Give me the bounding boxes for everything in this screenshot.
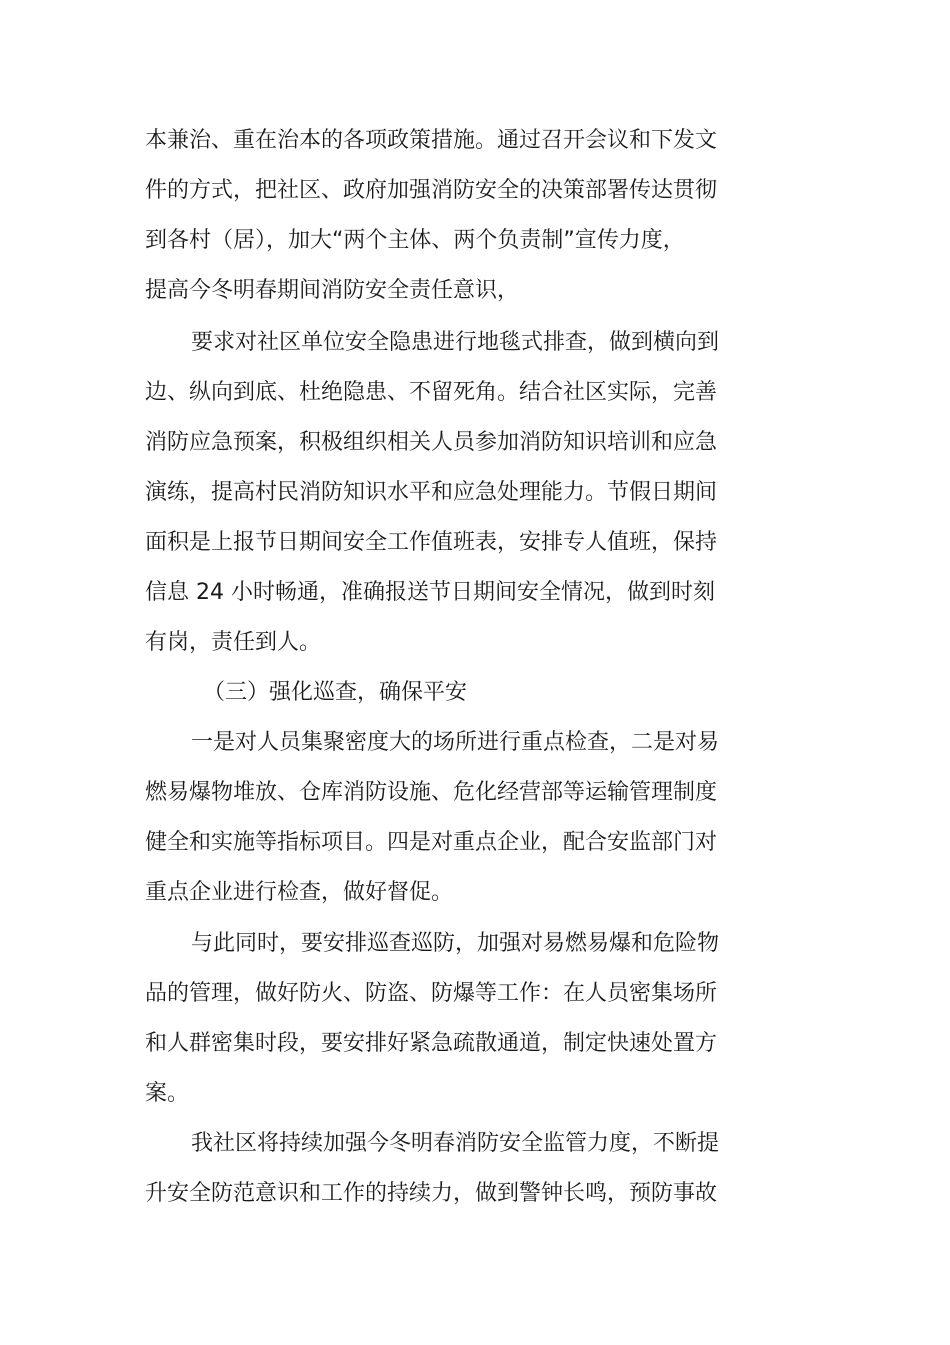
paragraph-4-line-4: 案。 — [145, 1081, 190, 1106]
paragraph-1-line-4: 提高今冬明春期间消防安全责任意识， — [145, 278, 520, 303]
paragraph-2-line-6: 信息 24 小时畅通，准确报送节日期间安全情况，做到时刻 — [145, 580, 715, 605]
paragraph-3-line-2: 燃易爆物堆放、仓库消防设施、危化经营部等运输管理制度 — [145, 780, 718, 805]
paragraph-3-line-3: 健全和实施等指标项目。四是对重点企业，配合安监部门对 — [145, 830, 718, 855]
paragraph-4-line-3: 和人群密集时段，要安排好紧急疏散通道，制定快速处置方 — [145, 1031, 718, 1056]
paragraph-2-line-2: 边、纵向到底、杜绝隐患、不留死角。结合社区实际，完善 — [145, 380, 718, 405]
paragraph-3-line-4: 重点企业进行检查，做好督促。 — [145, 880, 454, 905]
paragraph-2-line-7: 有岗，责任到人。 — [145, 630, 322, 655]
paragraph-4-line-2: 品的管理，做好防火、防盗、防爆等工作：在人员密集场所 — [145, 981, 718, 1006]
paragraph-4-line-1: 与此同时，要安排巡查巡防，加强对易燃易爆和危险物 — [191, 931, 720, 956]
paragraph-5-line-2: 升安全防范意识和工作的持续力，做到警钟长鸣，预防事故 — [145, 1181, 718, 1206]
paragraph-2-line-5: 面积是上报节日期间安全工作值班表，安排专人值班，保持 — [145, 530, 718, 555]
paragraph-1-line-2: 件的方式，把社区、政府加强消防安全的决策部署传达贯彻 — [145, 178, 718, 203]
paragraph-5-line-1: 我社区将持续加强今冬明春消防安全监管力度，不断提 — [191, 1131, 720, 1156]
paragraph-3-line-1: 一是对人员集聚密度大的场所进行重点检查，二是对易 — [191, 730, 720, 755]
section-heading: （三）强化巡查，确保平安 — [203, 680, 468, 705]
paragraph-2-line-3: 消防应急预案，积极组织相关人员参加消防知识培训和应急 — [145, 430, 718, 455]
paragraph-1-line-3: 到各村（居），加大“两个主体、两个负责制”宣传力度， — [145, 228, 685, 253]
paragraph-2-line-1: 要求对社区单位安全隐患进行地毯式排查，做到横向到 — [191, 330, 720, 355]
paragraph-1-line-1: 本兼治、重在治本的各项政策措施。通过召开会议和下发文 — [145, 128, 718, 153]
paragraph-2-line-4: 演练，提高村民消防知识水平和应急处理能力。节假日期间 — [145, 480, 718, 505]
